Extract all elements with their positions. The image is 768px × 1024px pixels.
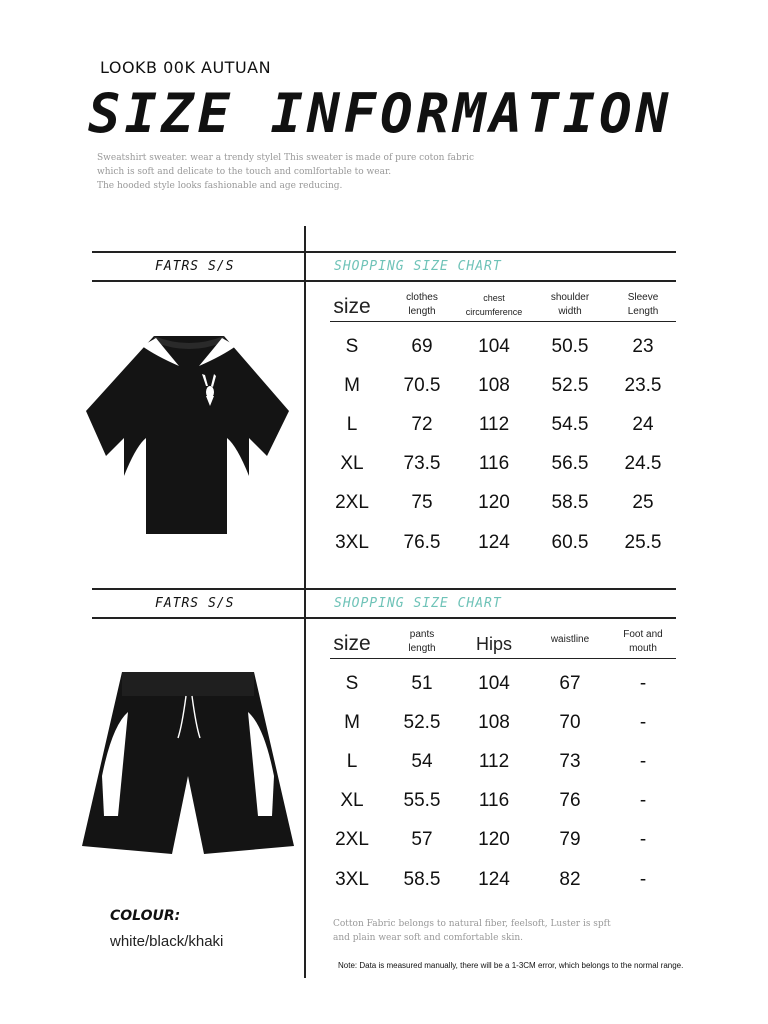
top-size-table bbox=[318, 327, 676, 562]
column-header: pants length bbox=[408, 629, 436, 654]
table-row bbox=[318, 703, 676, 742]
value-cell: 52.5 bbox=[403, 711, 441, 733]
size-cell: 3XL bbox=[335, 531, 369, 553]
top-header-underline bbox=[330, 321, 676, 322]
description-text bbox=[97, 151, 475, 193]
top-table-header bbox=[318, 287, 676, 319]
value-cell: - bbox=[639, 829, 647, 851]
column-header: waistline bbox=[550, 634, 590, 645]
value-cell: 57 bbox=[411, 829, 433, 851]
value-cell: 67 bbox=[559, 672, 581, 694]
value-cell: 24.5 bbox=[624, 453, 662, 475]
table-row bbox=[318, 664, 676, 703]
size-cell: S bbox=[345, 335, 359, 357]
value-cell: 112 bbox=[478, 750, 510, 772]
column-header: chest circumference bbox=[465, 293, 523, 317]
table-row bbox=[318, 742, 676, 781]
value-cell: 25.5 bbox=[624, 531, 662, 553]
vertical-divider bbox=[304, 226, 306, 978]
page-title: SIZE INFORMATION bbox=[88, 82, 673, 145]
bottom-section-rule-lower bbox=[92, 617, 676, 619]
size-cell: 2XL bbox=[335, 492, 369, 514]
table-row bbox=[318, 484, 676, 523]
value-cell: 58.5 bbox=[403, 868, 441, 890]
column-header: clothes length bbox=[406, 292, 438, 317]
value-cell: 70 bbox=[559, 711, 581, 733]
value-cell: 60.5 bbox=[551, 531, 589, 553]
value-cell: 116 bbox=[478, 790, 510, 812]
value-cell: 73.5 bbox=[403, 453, 441, 475]
value-cell: 76 bbox=[559, 790, 581, 812]
table-row bbox=[318, 523, 676, 562]
size-cell: S bbox=[345, 672, 359, 694]
lookbook-supertitle: LOOKB 00K AUTUAN bbox=[100, 58, 272, 77]
column-header: size bbox=[333, 632, 371, 655]
value-cell: - bbox=[639, 868, 647, 890]
value-cell: 108 bbox=[478, 374, 510, 396]
column-header: size bbox=[333, 295, 371, 318]
column-header: Hips bbox=[475, 634, 512, 654]
table-row bbox=[318, 860, 676, 899]
shorts-image bbox=[82, 666, 294, 862]
value-cell: 69 bbox=[411, 335, 433, 357]
colour-options: white/black/khaki bbox=[110, 933, 224, 950]
value-cell: 104 bbox=[478, 335, 510, 357]
description-line: which is soft and delicate to the touch and comlfortable to wear. bbox=[97, 167, 392, 177]
tshirt-image bbox=[84, 326, 294, 544]
bottom-table-header bbox=[318, 624, 676, 656]
top-chart-label: SHOPPING SIZE CHART bbox=[334, 259, 502, 274]
fabric-note: Cotton Fabric belongs to natural fiber, feelsoft, Luster is spft and plain wear soft and comfortable skin. bbox=[333, 919, 611, 943]
value-cell: 104 bbox=[478, 672, 510, 694]
bottom-chart-label: SHOPPING SIZE CHART bbox=[334, 596, 502, 611]
value-cell: 116 bbox=[478, 453, 510, 475]
table-row bbox=[318, 327, 676, 366]
size-cell: 2XL bbox=[335, 829, 369, 851]
top-section-rule-upper bbox=[92, 251, 676, 253]
value-cell: 73 bbox=[559, 750, 581, 772]
value-cell: 79 bbox=[559, 829, 581, 851]
size-cell: XL bbox=[340, 790, 364, 812]
value-cell: 23.5 bbox=[624, 374, 662, 396]
description-line: Sweatshirt sweater. wear a trendy stylel This sweater is made of pure coton fabric bbox=[97, 153, 475, 163]
size-cell: XL bbox=[340, 453, 364, 475]
table-row bbox=[318, 782, 676, 821]
value-cell: 82 bbox=[559, 868, 581, 890]
value-cell: 108 bbox=[478, 711, 510, 733]
column-header: shoulder width bbox=[550, 292, 590, 317]
table-row bbox=[318, 366, 676, 405]
bottom-section-rule-upper bbox=[92, 588, 676, 590]
value-cell: 24 bbox=[632, 413, 654, 435]
value-cell: 23 bbox=[632, 335, 654, 357]
top-section-rule-lower bbox=[92, 280, 676, 282]
value-cell: 51 bbox=[411, 672, 433, 694]
value-cell: 70.5 bbox=[403, 374, 441, 396]
value-cell: 75 bbox=[411, 492, 433, 514]
table-row bbox=[318, 821, 676, 860]
value-cell: 25 bbox=[632, 492, 654, 514]
size-cell: L bbox=[346, 413, 358, 435]
column-header: Sleeve Length bbox=[627, 292, 659, 317]
value-cell: - bbox=[639, 750, 647, 772]
value-cell: 120 bbox=[478, 492, 510, 514]
value-cell: 76.5 bbox=[403, 531, 441, 553]
size-cell: 3XL bbox=[335, 868, 369, 890]
value-cell: 124 bbox=[478, 868, 510, 890]
value-cell: 58.5 bbox=[551, 492, 589, 514]
table-row bbox=[318, 405, 676, 444]
size-cell: M bbox=[344, 711, 360, 733]
value-cell: 50.5 bbox=[551, 335, 589, 357]
value-cell: 52.5 bbox=[551, 374, 589, 396]
bottom-section-label: FATRS S/S bbox=[155, 596, 235, 611]
value-cell: 56.5 bbox=[551, 453, 589, 475]
measurement-note: Note: Data is measured manually, there will be a 1-3CM error, which belongs to the normal range. bbox=[338, 961, 684, 970]
bottom-size-table bbox=[318, 664, 676, 899]
size-cell: L bbox=[346, 750, 358, 772]
description-line: The hooded style looks fashionable and age reducing. bbox=[97, 181, 343, 191]
value-cell: 72 bbox=[411, 413, 433, 435]
top-section-label: FATRS S/S bbox=[155, 259, 235, 274]
table-row bbox=[318, 445, 676, 484]
value-cell: 120 bbox=[478, 829, 510, 851]
value-cell: - bbox=[639, 672, 647, 694]
value-cell: 54 bbox=[411, 750, 433, 772]
value-cell: - bbox=[639, 711, 647, 733]
value-cell: 54.5 bbox=[551, 413, 589, 435]
value-cell: 55.5 bbox=[403, 790, 441, 812]
colour-label: COLOUR: bbox=[110, 908, 181, 924]
value-cell: 112 bbox=[478, 413, 510, 435]
bottom-header-underline bbox=[330, 658, 676, 659]
value-cell: 124 bbox=[478, 531, 510, 553]
size-cell: M bbox=[344, 374, 360, 396]
column-header: Foot and mouth bbox=[623, 629, 663, 654]
value-cell: - bbox=[639, 790, 647, 812]
